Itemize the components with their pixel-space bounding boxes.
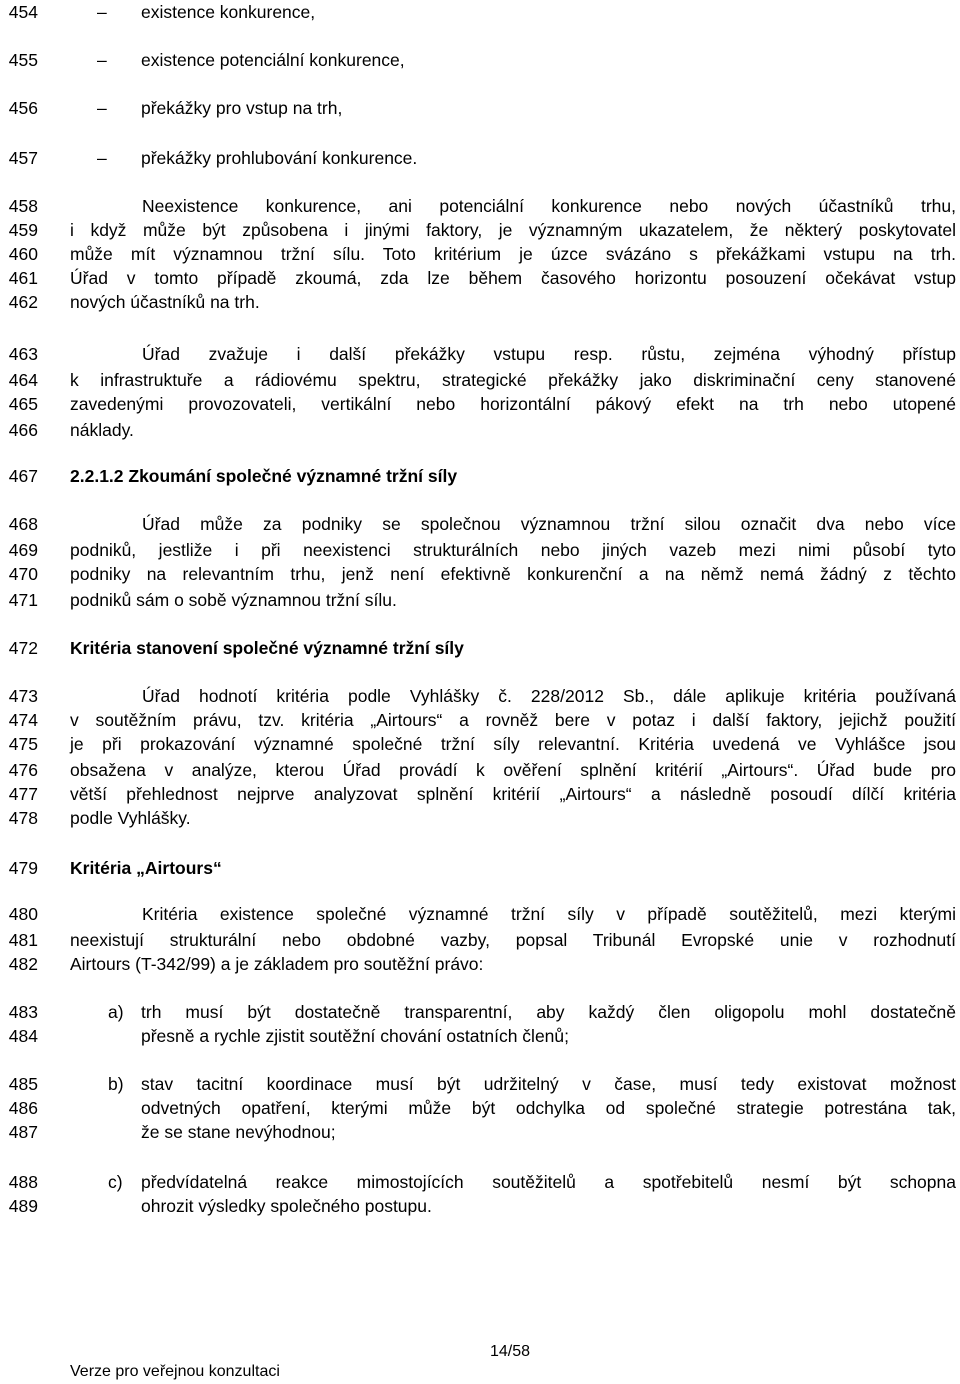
footer-note: Verze pro veřejnou konzultaci [70,1363,280,1380]
line-number: 470 [8,564,38,584]
paragraph-line [70,342,956,366]
item-label: a) [108,1002,124,1022]
line-number: 479 [8,858,38,878]
line-number: 480 [8,904,38,924]
line-number: 481 [8,930,38,950]
page-number: 14/58 [490,1343,531,1360]
line-number: 462 [8,292,38,312]
paragraph-line [70,194,956,218]
line-number: 463 [8,344,38,364]
line-number: 465 [8,394,38,414]
paragraph-line: náklady. [70,420,134,440]
line-number: 464 [8,370,38,390]
paragraph-line: Airtours (T-342/99) a je základem pro soutěžní právo: [70,954,484,974]
line-number: 467 [8,466,38,486]
list-item-line: že se stane nevýhodnou; [141,1122,336,1142]
line-number: 457 [8,148,38,168]
list-item-line: odvetných opatření, kterými může být odchylka od společné strategie potrestána tak, [141,1098,956,1118]
line-number: 473 [8,686,38,706]
paragraph-line: podniků, jestliže i při neexistenci strukturálních nebo jiných vazeb mezi nimi působí tyto [70,540,956,560]
item-label: c) [108,1172,123,1192]
paragraph-line: nových účastníků na trh. [70,292,260,312]
list-item-line: ohrozit výsledky společného postupu. [141,1196,432,1216]
list-item: překážky prohlubování konkurence. [141,148,418,168]
line-number: 461 [8,268,38,288]
line-number: 455 [8,50,38,70]
list-item: existence konkurence, [141,2,316,22]
paragraph-line: větší přehlednost nejprve analyzovat splnění kritérií „Airtours“ a následně posoudí dílčí kritéria [70,784,956,804]
paragraph-line: podniků sám o sobě významnou tržní sílu. [70,590,397,610]
paragraph-line [70,902,956,926]
line-number: 474 [8,710,38,730]
list-item: existence potenciální konkurence, [141,50,405,70]
line-number: 454 [8,2,38,22]
line-number: 458 [8,196,38,216]
paragraph-line: neexistují strukturální nebo obdobné vazby, popsal Tribunál Evropské unie v rozhodnutí [70,930,956,950]
paragraph-line: i když může být způsobena i jinými faktory, je významným ukazatelem, že některý poskytovatel [70,220,956,240]
list-item-line: trh musí být dostatečně transparentní, aby každý člen oligopolu mohl dostatečně [141,1002,956,1022]
list-item-line: stav tacitní koordinace musí být udržitelný v čase, musí tedy existovat možnost [141,1074,956,1094]
line-number: 483 [8,1002,38,1022]
paragraph-line: v soutěžním právu, tzv. kritéria „Airtours“ a rovněž bere v potaz i další faktory, jejichž použití [70,710,956,730]
line-number: 477 [8,784,38,804]
line-number: 466 [8,420,38,440]
line-number: 471 [8,590,38,610]
text-span: Úřad může za podniky se společnou významnou tržní silou označit dva nebo více [142,514,956,534]
line-number: 468 [8,514,38,534]
paragraph-line: k infrastruktuře a rádiovému spektru, strategické překážky jako diskriminační ceny stanovené [70,370,956,390]
line-number: 469 [8,540,38,560]
line-number: 460 [8,244,38,264]
paragraph-line: podniky na relevantním trhu, jenž není efektivně konkurenční a na němž nemá žádný z těchto [70,564,956,584]
paragraph-line: obsažena v analýze, kterou Úřad provádí k ověření splnění kritérií „Airtours“. Úřad bude pro [70,760,956,780]
dash-bullet-icon: – [97,2,107,22]
list-item-line: přesně a rychle zjistit soutěžní chování ostatních členů; [141,1026,570,1046]
paragraph-line [70,684,956,708]
list-item-line: předvídatelná reakce mimostojících soutěžitelů a spotřebitelů nesmí být schopna [141,1172,956,1192]
item-label: b) [108,1074,124,1094]
dash-bullet-icon: – [97,50,107,70]
line-number: 489 [8,1196,38,1216]
paragraph-line [70,512,956,536]
section-heading: Kritéria stanovení společné významné tržní síly [70,638,464,658]
line-number: 484 [8,1026,38,1046]
paragraph-line: zavedenými provozovateli, vertikální nebo horizontální pákový efekt na trh nebo utopené [70,394,956,414]
line-number: 487 [8,1122,38,1142]
line-number: 456 [8,98,38,118]
paragraph-line: může mít významnou tržní sílu. Toto kritérium je úzce svázáno s překážkami vstupu na trh. [70,244,956,264]
line-number: 488 [8,1172,38,1192]
section-heading: Kritéria „Airtours“ [70,858,222,878]
line-number: 475 [8,734,38,754]
paragraph-line: je při prokazování významné společné tržní síly relevantní. Kritéria uvedená ve Vyhlášce jsou [70,734,956,754]
list-item: překážky pro vstup na trh, [141,98,343,118]
line-number: 478 [8,808,38,828]
line-number: 486 [8,1098,38,1118]
paragraph-line: podle Vyhlášky. [70,808,191,828]
text-span: Úřad hodnotí kritéria podle Vyhlášky č. 228/2012 Sb., dále aplikuje kritéria používaná [142,686,956,706]
text-span: Úřad zvažuje i další překážky vstupu resp. růstu, zejména výhodný přístup [142,344,956,364]
line-number: 472 [8,638,38,658]
line-number: 476 [8,760,38,780]
line-number: 459 [8,220,38,240]
section-heading: 2.2.1.2 Zkoumání společné významné tržní síly [70,466,458,486]
line-number: 482 [8,954,38,974]
dash-bullet-icon: – [97,98,107,118]
text-span: Kritéria existence společné významné tržní síly v případě soutěžitelů, mezi kterými [142,904,956,924]
paragraph-line: Úřad v tomto případě zkoumá, zda lze během časového horizontu posouzení očekávat vstup [70,268,956,288]
line-number: 485 [8,1074,38,1094]
dash-bullet-icon: – [97,148,107,168]
text-span: Neexistence konkurence, ani potenciální konkurence nebo nových účastníků trhu, [142,196,956,216]
